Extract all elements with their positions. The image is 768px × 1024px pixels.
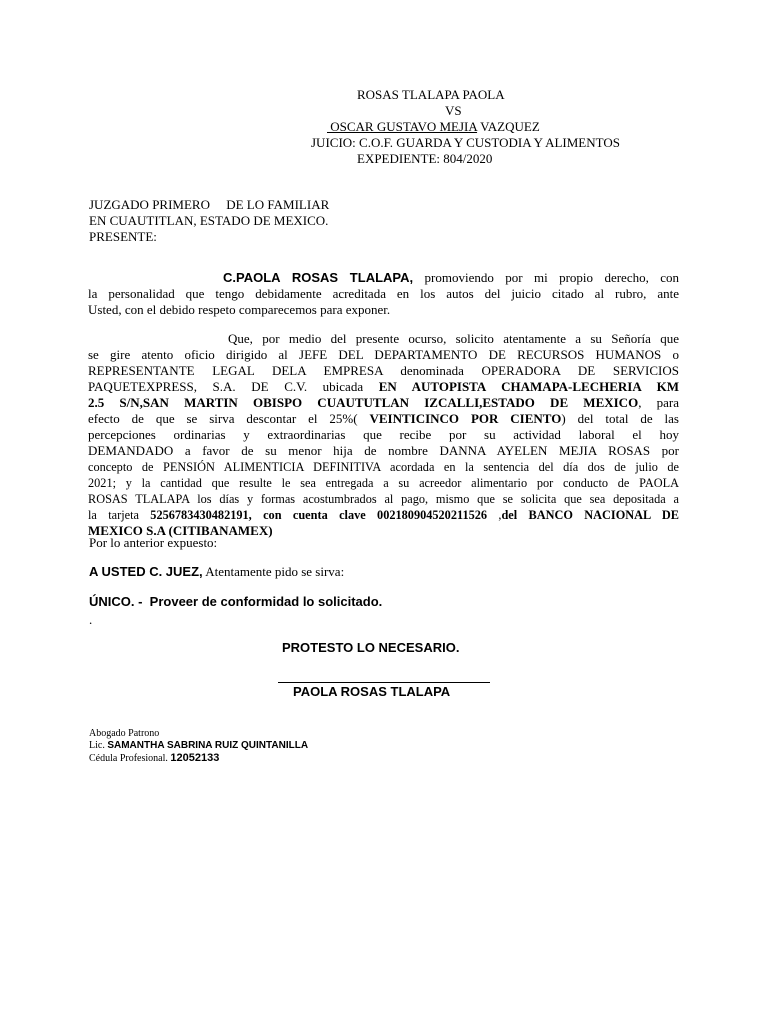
body-line-2: se gire atento oficio dirigido al JEFE DEL DEPARTAMENTO DE RECURSOS HUMANOS o: [88, 347, 679, 362]
court-location: EN CUAUTITLAN, ESTADO DE MEXICO.: [89, 213, 329, 228]
license-line: Cédula Profesional. 12052133: [89, 752, 220, 764]
body-line-11: ROSAS TLALAPA los días y formas acostumbrados al pago, mismo que se solicita que sea depositada a: [88, 492, 679, 506]
petition-line: A USTED C. JUEZ, Atentamente pido se sirva:: [89, 564, 345, 579]
percentage-text: VEINTICINCO POR CIENTO: [369, 411, 562, 426]
body-line-1: Que, por medio del presente ocurso, solicito atentamente a su Señoría que: [228, 331, 679, 346]
body-line-3: REPRESENTANTE LEGAL DELA EMPRESA denominada OPERADORA DE SERVICIOS: [88, 363, 679, 378]
body-line-9: concepto de PENSIÓN ALIMENTICIA DEFINITIVA acordada en la sentencia del día dos de julio de: [88, 460, 679, 474]
attorney-name-line: Lic. SAMANTHA SABRINA RUIZ QUINTANILLA: [89, 740, 309, 751]
party-plaintiff: ROSAS TLALAPA PAOLA: [357, 87, 505, 102]
body-line-5: 2.5 S/N,SAN MARTIN OBISPO CUAUTUTLAN IZCALLI,ESTADO DE MEXICO, para: [88, 395, 679, 410]
signature-line: [278, 682, 490, 683]
intro-line-2: la personalidad que tengo debidamente acreditada en los autos del juicio citado al rubro, ante: [88, 286, 679, 301]
versus-label: VS: [445, 103, 462, 118]
unico-request: ÚNICO. - Proveer de conformidad lo solicitado.: [89, 594, 383, 609]
license-number: 12052133: [170, 752, 220, 764]
presente-label: PRESENTE:: [89, 229, 157, 244]
body-line-8: DEMANDADO a favor de su menor hija de nombre DANNA AYELEN MEJIA ROSAS por: [88, 443, 679, 458]
petitioner-name: C.PAOLA ROSAS TLALAPA,: [223, 270, 414, 285]
body-line-10: 2021; y la cantidad que resulte le sea entregada a su acreedor alimentario por conducto de PAOLA: [88, 476, 679, 490]
party-defendant-underlined: OSCAR GUSTAVO MEJIA: [327, 119, 478, 134]
party-defendant: [327, 119, 540, 135]
request-paragraph: [88, 331, 679, 539]
party-defendant-rest: VAZQUEZ: [477, 119, 540, 134]
body-line-6: efecto de que se sirva descontar el 25%( VEINTICINCO POR CIENTO) del total de las: [88, 411, 679, 426]
intro-line-3: Usted, con el debido respeto comparecemos para exponer.: [88, 302, 391, 317]
attorney-name: SAMANTHA SABRINA RUIZ QUINTANILLA: [107, 740, 309, 751]
account-numbers: 5256783430482191, con cuenta clave 002180904520211526: [150, 508, 488, 522]
case-type: JUICIO: C.O.F. GUARDA Y CUSTODIA Y ALIMENTOS: [311, 135, 620, 150]
court-name: JUZGADO PRIMERO DE LO FAMILIAR: [89, 197, 330, 212]
body-line-4: PAQUETEXPRESS, S.A. DE C.V. ubicada EN AUTOPISTA CHAMAPA-LECHERIA KM: [88, 379, 679, 394]
por-lo-anterior: Por lo anterior expuesto:: [89, 535, 218, 550]
stray-dot: .: [89, 612, 93, 627]
body-line-12: la tarjeta 5256783430482191, con cuenta clave 002180904520211526 ,del BANCO NACIONAL DE: [88, 508, 679, 522]
case-number: EXPEDIENTE: 804/2020: [357, 151, 493, 166]
intro-line-1: C.PAOLA ROSAS TLALAPA, promoviendo por mi propio derecho, con: [223, 270, 680, 285]
attorney-label: Abogado Patrono: [89, 728, 160, 739]
signer-name: PAOLA ROSAS TLALAPA: [293, 684, 451, 699]
judge-address: A USTED C. JUEZ,: [89, 564, 203, 579]
company-address: EN AUTOPISTA CHAMAPA-LECHERIA KM: [378, 379, 679, 394]
intro-paragraph: [88, 270, 679, 318]
body-line-7: percepciones ordinarias y extraordinarias que recibe por su actividad laboral el hoy: [88, 427, 679, 442]
body-line-13: MEXICO S.A (CITIBANAMEX): [88, 523, 273, 538]
protesto-heading: PROTESTO LO NECESARIO.: [282, 640, 460, 655]
bank-name: del BANCO NACIONAL DE: [501, 508, 679, 522]
